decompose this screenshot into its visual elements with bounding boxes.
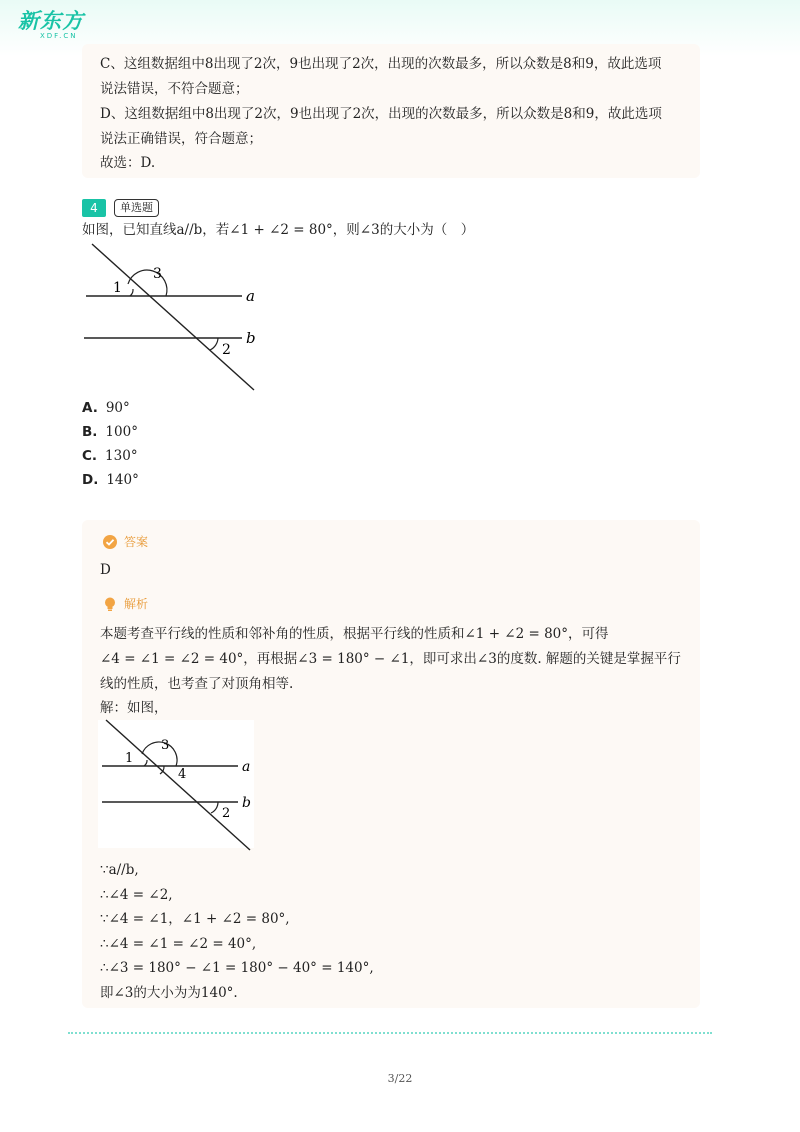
- transversal-line: [92, 244, 254, 390]
- solution-step: 即∠3的大小为为140°.: [100, 985, 238, 1001]
- question-stem: 如图，已知直线a//b，若∠1 + ∠2 = 80°，则∠3的大小为（ ）: [82, 222, 475, 238]
- prev-solution-line: D、这组数据组中8出现了2次，9也出现了2次，出现的次数最多，所以众数是8和9，故此选项: [100, 106, 662, 122]
- angle-1-label: 1: [113, 280, 122, 296]
- solution-step: ∵∠4 = ∠1，∠1 + ∠2 = 80°,: [100, 911, 290, 927]
- angle-1-arc: [144, 760, 147, 766]
- check-circle-icon: [102, 534, 118, 550]
- prev-solution-line: 故选：D.: [100, 155, 156, 171]
- option-d[interactable]: D. 140°: [82, 472, 139, 488]
- angle-2-label: 2: [222, 342, 231, 358]
- solution-figure: [98, 716, 263, 854]
- option-b[interactable]: B. 100°: [82, 424, 138, 440]
- page-number: 3/22: [387, 1072, 413, 1085]
- line-b-label: b: [246, 329, 256, 347]
- question-type-badge: 单选题: [114, 199, 159, 217]
- section-divider: [68, 1032, 712, 1034]
- angle-1-arc: [130, 289, 133, 296]
- solution-step: ∵a//b,: [100, 862, 139, 878]
- solution-step: ∴∠3 = 180° − ∠1 = 180° − 40° = 140°,: [100, 960, 374, 976]
- solution-step: ∴∠4 = ∠1 = ∠2 = 40°,: [100, 936, 257, 952]
- analysis-line: 线的性质，也考查了对顶角相等.: [100, 676, 294, 692]
- angle-2-arc: [210, 338, 218, 350]
- question-figure: [80, 240, 270, 396]
- angle-3-label: 3: [161, 738, 170, 753]
- analysis-line: ∠4 = ∠1 = ∠2 = 40°，再根据∠3 = 180° − ∠1，即可求出∠3的度数. 解题的关键是掌握平行: [100, 651, 681, 667]
- prev-solution-line: 说法正确错误，符合题意；: [100, 131, 262, 147]
- angle-2-label: 2: [222, 806, 231, 821]
- prev-solution-line: 说法错误，不符合题意；: [100, 81, 249, 97]
- angle-2-arc: [211, 802, 218, 813]
- analysis-title: 解析: [124, 597, 149, 611]
- angle-1-label: 1: [125, 751, 134, 766]
- logo-text: 新东方: [18, 9, 84, 33]
- line-b-label: b: [242, 795, 251, 811]
- xdf-logo: [18, 10, 84, 40]
- analysis-line: 解：如图，: [100, 700, 168, 716]
- line-a-label: a: [242, 759, 251, 775]
- option-a[interactable]: A. 90°: [82, 400, 130, 416]
- solution-step: ∴∠4 = ∠2,: [100, 887, 173, 903]
- angle-3-label: 3: [153, 266, 162, 282]
- transversal-line: [106, 720, 250, 850]
- answer-value: D: [100, 562, 111, 578]
- analysis-line: 本题考查平行线的性质和邻补角的性质，根据平行线的性质和∠1 + ∠2 = 80°，可得: [100, 626, 609, 642]
- angle-4-label: 4: [178, 767, 187, 782]
- logo-subtext: XDF.CN: [40, 32, 78, 40]
- option-c[interactable]: C. 130°: [82, 448, 138, 464]
- prev-solution-line: C、这组数据组中8出现了2次，9也出现了2次，出现的次数最多，所以众数是8和9，故此选项: [100, 56, 662, 72]
- question-number-badge: 4: [82, 199, 106, 217]
- lightbulb-icon: [102, 596, 118, 612]
- answer-title: 答案: [124, 535, 149, 549]
- line-a-label: a: [246, 287, 255, 305]
